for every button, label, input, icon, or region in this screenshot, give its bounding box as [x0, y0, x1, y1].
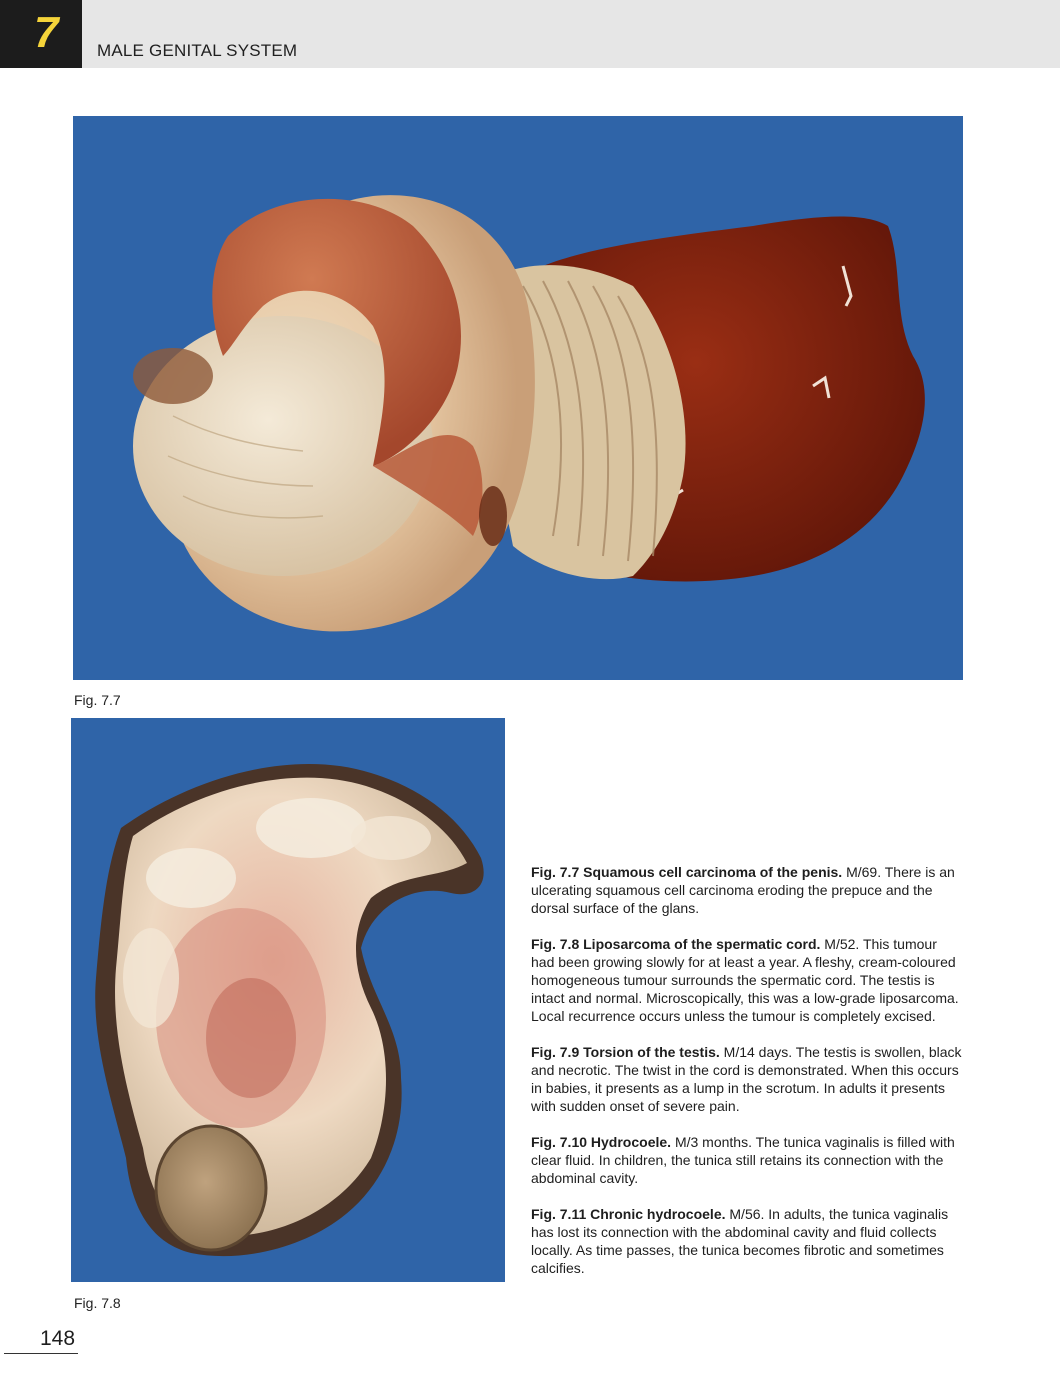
page-number: 148 — [40, 1327, 76, 1350]
caption-title: Fig. 7.8 Liposarcoma of the spermatic cord. — [531, 936, 821, 952]
caption-title: Fig. 7.7 Squamous cell carcinoma of the penis. — [531, 864, 843, 880]
caption-fig-7-7 — [531, 863, 963, 917]
chapter-number-box — [0, 0, 82, 68]
figure-7-7-photo — [73, 116, 963, 680]
caption-title: Fig. 7.9 Torsion of the testis. — [531, 1044, 720, 1060]
caption-text: M/52. This tumour had been growing slowly for at least a year. A fleshy, cream-coloured homogeneous tumour surrounds the spermatic cord. The testis is intact and normal. Microscopically, this was a low-grade liposarcoma. Local recurrence occurs unless the tumour is completely excised. — [531, 936, 959, 1024]
caption-title: Fig. 7.11 Chronic hydrocoele. — [531, 1206, 726, 1222]
caption-text: M/14 days. The testis is swollen, black and necrotic. The twist in the cord is demonstrated. When this occurs in babies, it presents as a lump in the scrotum. In adults it presents with sudden onset of severe pain. — [531, 1044, 962, 1114]
chapter-title: MALE GENITAL SYSTEM — [97, 41, 298, 60]
caption-fig-7-8 — [531, 935, 963, 1025]
caption-text: M/69. There is an ulcerating squamous cell carcinoma eroding the prepuce and the dorsal surface of the glans. — [531, 864, 955, 916]
caption-fig-7-11 — [531, 1205, 963, 1277]
chapter-number: 7 — [34, 8, 59, 57]
chapter-header — [0, 0, 1060, 68]
caption-title: Fig. 7.10 Hydrocoele. — [531, 1134, 672, 1150]
caption-text: M/3 months. The tunica vaginalis is filled with clear fluid. In children, the tunica still retains its connection with the abdominal cavity. — [531, 1134, 955, 1186]
figure-7-8-label: Fig. 7.8 — [74, 1295, 121, 1311]
caption-fig-7-10 — [531, 1133, 963, 1187]
figure-7-8-photo — [71, 718, 505, 1282]
caption-text: M/56. In adults, the tunica vaginalis has lost its connection with the abdominal cavity and fluid collects locally. As time passes, the tunica becomes fibrotic and sometimes calcifies. — [531, 1206, 949, 1276]
page-number-rule — [4, 1353, 78, 1354]
caption-fig-7-9 — [531, 1043, 963, 1115]
figure-captions — [531, 863, 963, 1295]
figure-7-7-label: Fig. 7.7 — [74, 692, 121, 708]
